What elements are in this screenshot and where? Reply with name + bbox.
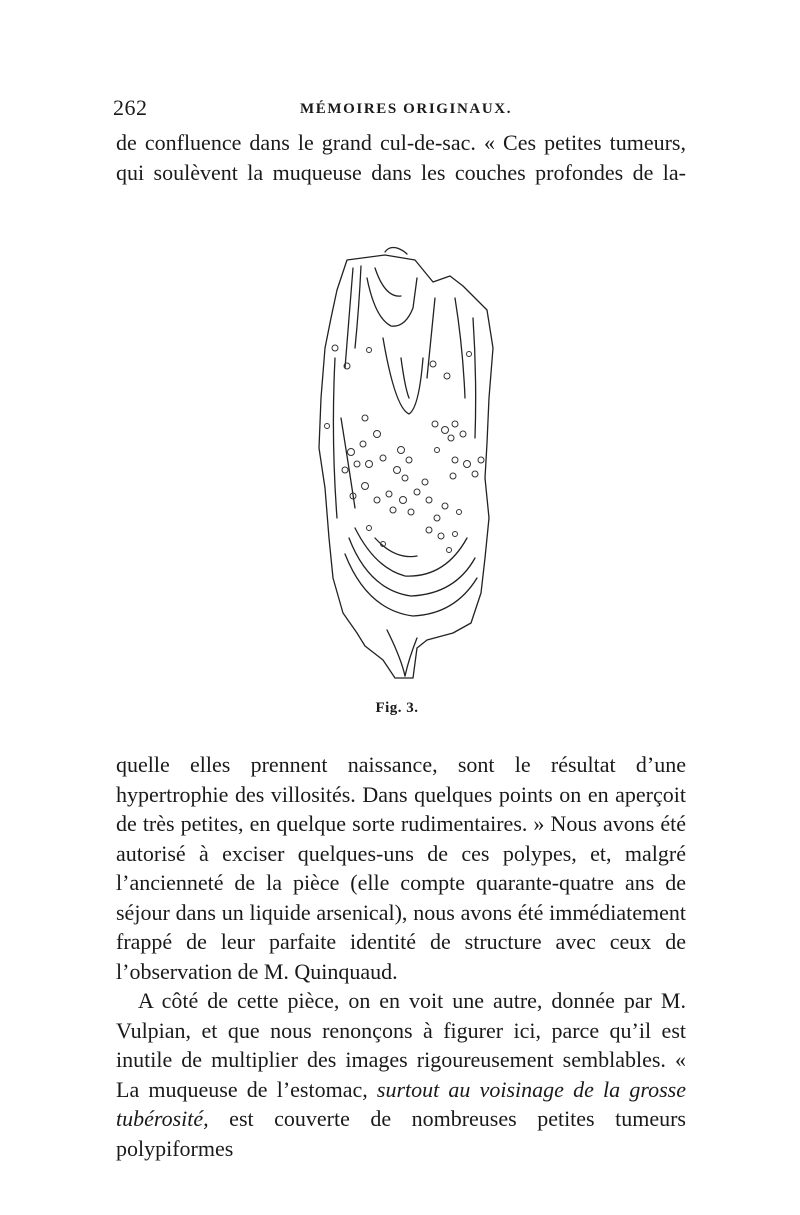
paragraph: quelle elles prennent naissance, sont le résultat d’une hypertrophie des villosités. Dans quelques points on en aperçoit de très petites, en quelque sorte rudimentaires. » Nous avons été autorisé à exciser quelques-uns de ces polypes, et, malgré l’ancienneté de la pièce (elle compte quarante-quatre ans de séjour dans un liquide arsenical), nous avons été immédiatement frappé de leur parfaite identité de structure avec ceux de l’observation de M. Quinquaud. [116,752,686,984]
text-block-top [116,128,686,187]
figure-caption: Fig. 3. [375,700,419,716]
paragraph: A côté de cette pièce, on en voit une autre, donnée par M. Vulpian, et que nous renonçons à figurer ici, parce qu’il est inutile de multiplier des images rigoureusement semblables. « La muqueuse de l’estomac, surtout au voisinage de la grosse tubérosité, est couverte de nombreuses petites tumeurs polypiformes [116,988,686,1161]
page-number: 262 [113,95,148,120]
running-head: MÉMOIRES ORIGINAUX. [300,101,513,117]
stomach-illustration [305,238,505,690]
paragraph: de confluence dans le grand cul-de-sac. « Ces petites tumeurs, qui soulèvent la muqueuse dans les couches profondes de la- [116,130,686,185]
figure [305,238,505,690]
italic-phrase: surtout au voisinage de la grosse tubérosité, [116,1076,686,1131]
text-block-bottom [116,750,686,1163]
